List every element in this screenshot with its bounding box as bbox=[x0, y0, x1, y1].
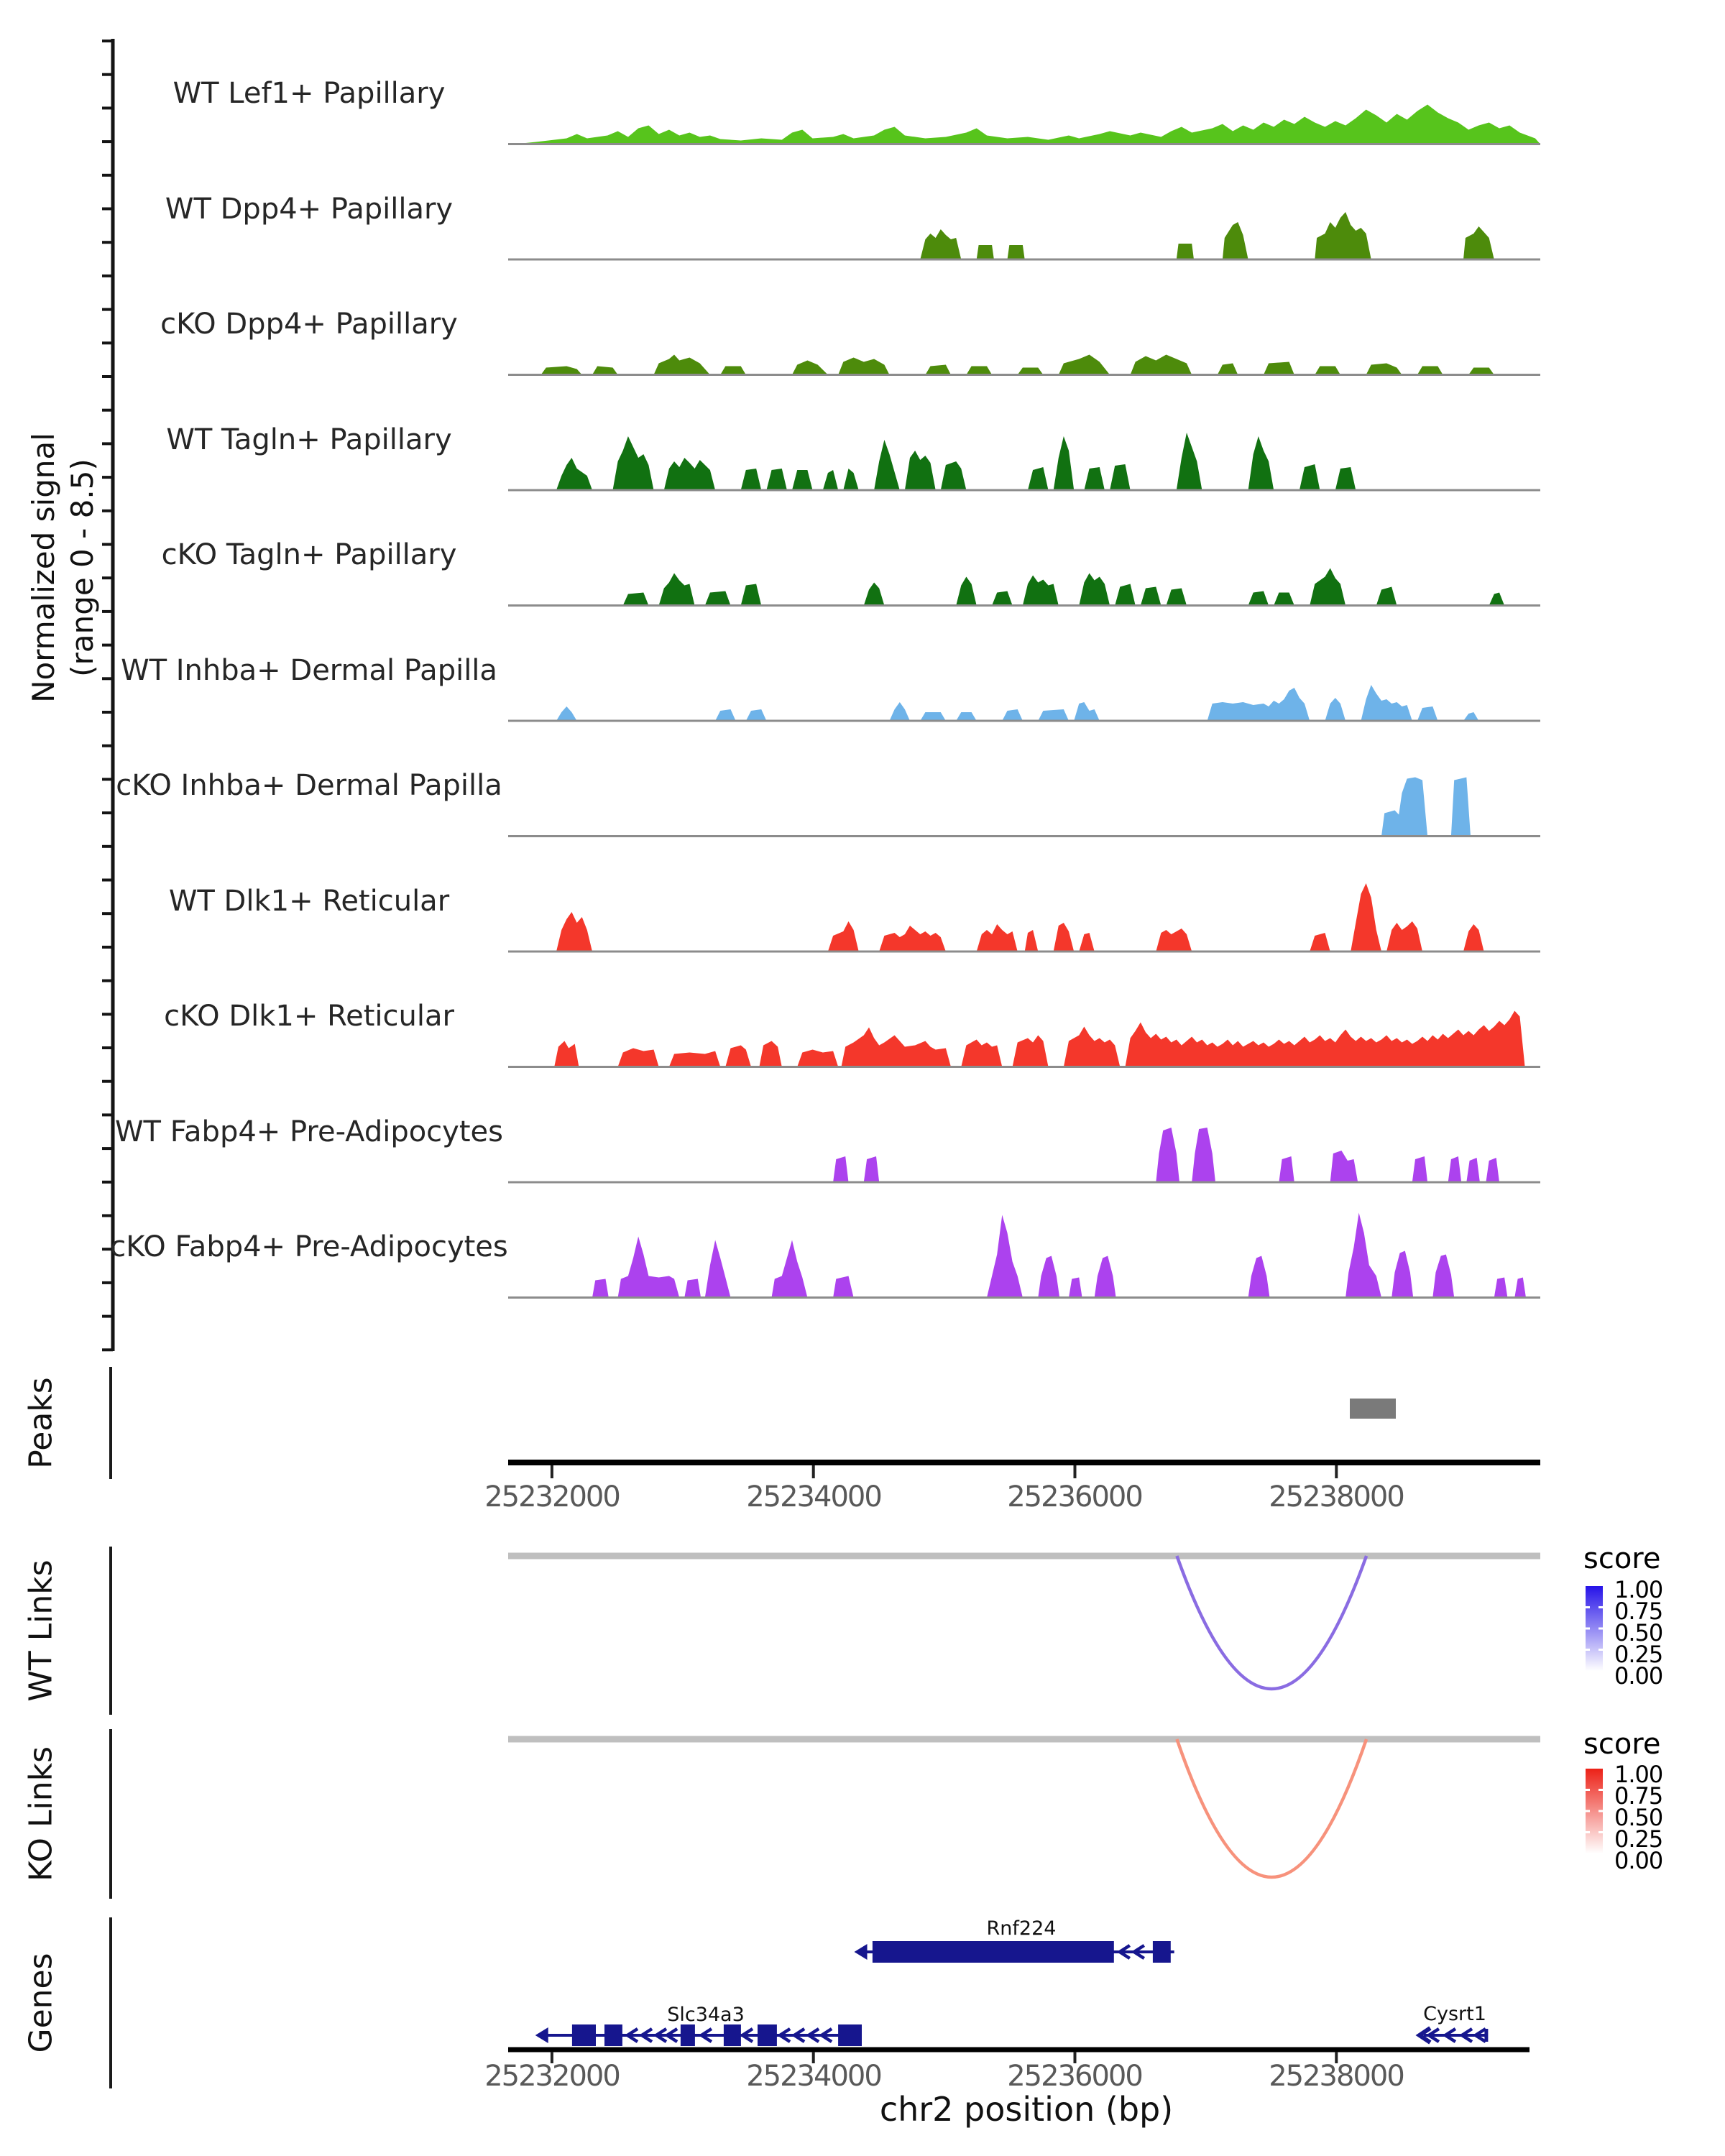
gene-label: Slc34a3 bbox=[667, 2004, 745, 2026]
track-label: cKO Dlk1+ Reticular bbox=[164, 1000, 454, 1033]
legend-value: 0.00 bbox=[1614, 1662, 1663, 1690]
track-label: WT Dlk1+ Reticular bbox=[168, 885, 450, 918]
axis-tick-label: 25236000 bbox=[1007, 1480, 1142, 1514]
coverage-area bbox=[515, 1213, 1540, 1298]
track-label: WT Fabp4+ Pre-Adipocytes bbox=[115, 1115, 503, 1148]
section-label-wt-links: WT Links bbox=[22, 1560, 60, 1702]
legend-value: 0.75 bbox=[1614, 1782, 1663, 1810]
coverage-area bbox=[515, 883, 1540, 952]
x-axis-title: chr2 position (bp) bbox=[879, 2090, 1174, 2129]
axis-tick-label: 25232000 bbox=[484, 2060, 620, 2093]
axis-tick-label: 25234000 bbox=[746, 2060, 881, 2093]
legend-value: 1.00 bbox=[1614, 1576, 1663, 1603]
legend-value: 0.50 bbox=[1614, 1804, 1663, 1831]
gene-start-arrow-icon bbox=[855, 1944, 868, 1960]
legend-value: 0.50 bbox=[1614, 1619, 1663, 1646]
y-axis-label-line2: (range 0 - 8.5) bbox=[65, 459, 100, 677]
coverage-area bbox=[515, 778, 1540, 837]
gene-exon bbox=[1153, 1941, 1171, 1963]
gene-exon bbox=[572, 2024, 596, 2046]
link-arc bbox=[1177, 1739, 1366, 1877]
ko-score-legend-title: score bbox=[1583, 1728, 1661, 1761]
section-label-peaks: Peaks bbox=[22, 1377, 60, 1469]
legend-value: 0.75 bbox=[1614, 1598, 1663, 1625]
gene-exon bbox=[724, 2024, 741, 2046]
y-axis-label-line1: Normalized signal bbox=[26, 433, 61, 703]
track-label: cKO Tagln+ Papillary bbox=[161, 538, 457, 571]
gene-exon bbox=[681, 2024, 695, 2046]
track-label: cKO Fabp4+ Pre-Adipocytes bbox=[110, 1230, 508, 1263]
gene-label: Cysrt1 bbox=[1423, 2003, 1486, 2025]
legend-value: 0.25 bbox=[1614, 1641, 1663, 1668]
axis-tick-label: 25234000 bbox=[746, 1480, 881, 1514]
track-label: WT Dpp4+ Papillary bbox=[165, 193, 454, 226]
coverage-area bbox=[515, 105, 1540, 144]
axis-tick-label: 25236000 bbox=[1007, 2060, 1142, 2093]
legend-value: 0.00 bbox=[1614, 1847, 1663, 1874]
axis-tick-label: 25238000 bbox=[1269, 1480, 1404, 1514]
legend-value: 0.25 bbox=[1614, 1825, 1663, 1853]
track-label: WT Inhba+ Dermal Papilla bbox=[121, 654, 497, 687]
track-label: WT Tagln+ Papillary bbox=[166, 423, 452, 456]
coverage-area bbox=[515, 568, 1540, 606]
track-label: WT Lef1+ Papillary bbox=[172, 77, 446, 110]
section-label-genes: Genes bbox=[22, 1953, 60, 2053]
gene-exon bbox=[873, 1941, 1114, 1963]
gene-start-arrow-icon bbox=[535, 2027, 548, 2043]
link-arc bbox=[1177, 1556, 1366, 1689]
coverage-area bbox=[515, 433, 1540, 490]
wt-score-legend-title: score bbox=[1583, 1542, 1661, 1575]
gene-label: Rnf224 bbox=[986, 1917, 1057, 1940]
coverage-area bbox=[515, 685, 1540, 721]
axis-tick-label: 25238000 bbox=[1269, 2060, 1404, 2093]
coverage-area bbox=[515, 1011, 1540, 1067]
section-label-ko-links: KO Links bbox=[22, 1746, 60, 1882]
legend-value: 1.00 bbox=[1614, 1761, 1663, 1788]
track-label: cKO Dpp4+ Papillary bbox=[160, 308, 458, 341]
track-label: cKO Inhba+ Dermal Papilla bbox=[116, 769, 502, 802]
gene-exon bbox=[604, 2024, 622, 2046]
peak-box bbox=[1350, 1399, 1396, 1419]
coverage-area bbox=[515, 1128, 1540, 1182]
coverage-area bbox=[515, 355, 1540, 375]
coverage-area bbox=[515, 212, 1540, 259]
gene-exon bbox=[758, 2024, 777, 2046]
gene-exon bbox=[838, 2024, 862, 2046]
axis-tick-label: 25232000 bbox=[484, 1480, 620, 1514]
